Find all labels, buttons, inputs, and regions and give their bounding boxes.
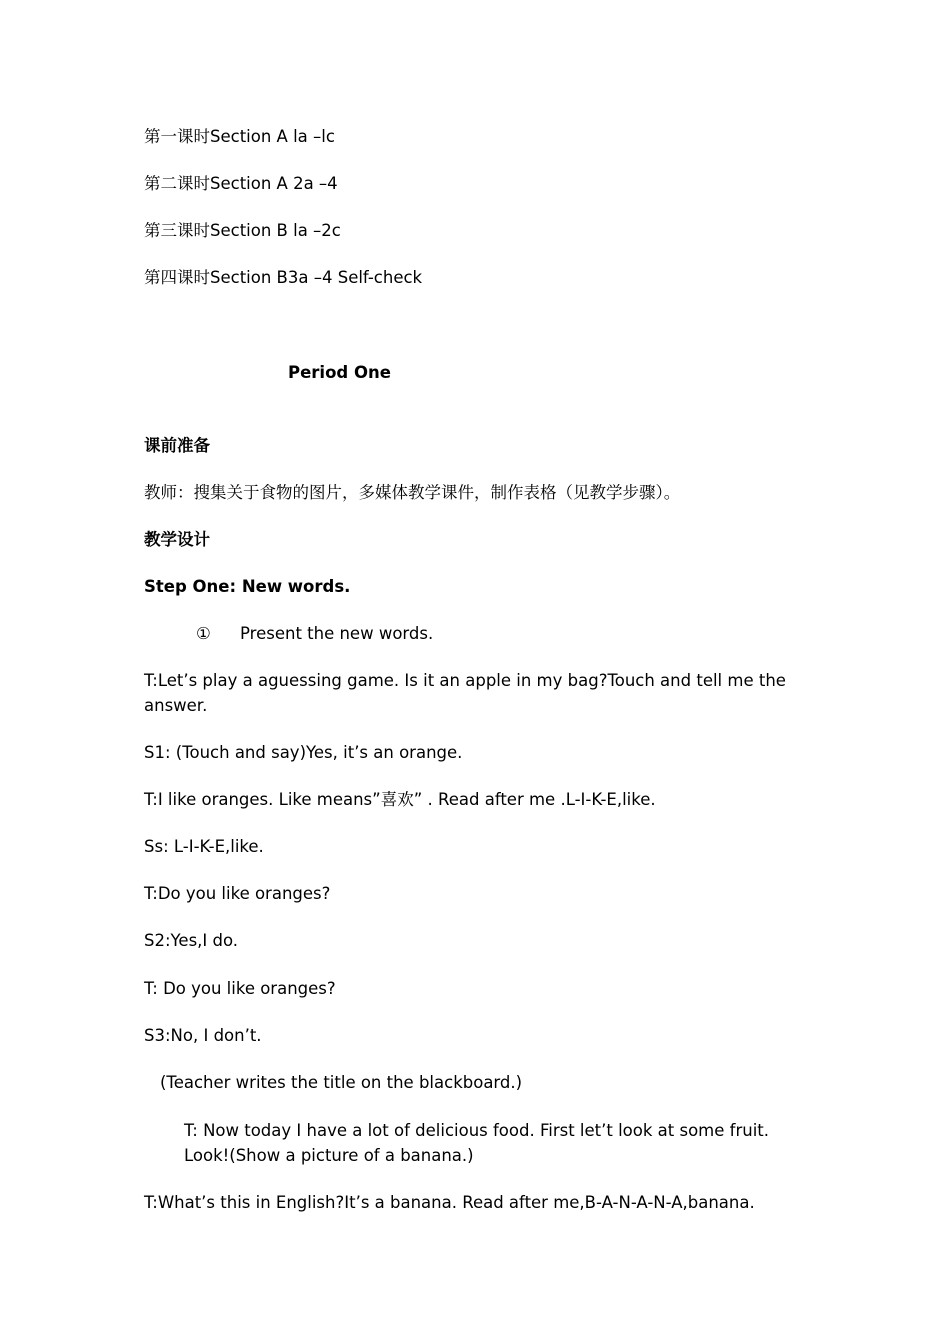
prep-text: 教师：搜集关于食物的图片，多媒体教学课件，制作表格（见教学步骤）。: [144, 483, 681, 502]
dialogue-line-9: (Teacher writes the title on the blackboard.): [160, 1073, 523, 1092]
schedule-line-1: [144, 124, 335, 149]
dialogue-line-7: T: Do you like oranges?: [144, 979, 336, 998]
step-one-heading: Step One: New words.: [144, 577, 351, 596]
period-title: Period One: [288, 363, 391, 382]
design-heading: 教学设计: [144, 530, 210, 549]
dialogue-text: T:I like oranges. Like means”: [144, 790, 381, 809]
schedule-section: Section A la –lc: [210, 127, 335, 146]
schedule-line-2: [144, 171, 338, 196]
schedule-section: Section B la –2c: [210, 221, 341, 240]
prep-heading: 课前准备: [144, 436, 210, 455]
dialogue-line-11: T:What’s this in English?It’s a banana. Read after me,B-A-N-A-N-A,banana.: [144, 1193, 755, 1212]
schedule-period-label: 第二课时: [144, 174, 210, 193]
dialogue-line-1: T:Let’s play a aguessing game. Is it an apple in my bag?Touch and tell me the answer.: [144, 671, 786, 715]
dialogue-line-5: T:Do you like oranges?: [144, 884, 331, 903]
schedule-line-4: [144, 265, 422, 290]
dialogue-line-3: [144, 787, 656, 812]
dialogue-line-4: Ss: L-I-K-E,like.: [144, 837, 264, 856]
dialogue-line-10: T: Now today I have a lot of delicious food. First let’t look at some fruit. Look!(Show a picture of a banana.): [184, 1121, 769, 1165]
schedule-period-label: 第三课时: [144, 221, 210, 240]
list-item-marker: ①: [196, 624, 211, 643]
schedule-line-3: [144, 218, 341, 243]
dialogue-line-8: S3:No, I don’t.: [144, 1026, 262, 1045]
schedule-period-label: 第一课时: [144, 127, 210, 146]
schedule-section: Section A 2a –4: [210, 174, 338, 193]
dialogue-line-2: S1: (Touch and say)Yes, it’s an orange.: [144, 743, 463, 762]
schedule-period-label: 第四课时: [144, 268, 210, 287]
dialogue-chinese-word: 喜欢: [380, 790, 414, 809]
dialogue-text: ” . Read after me .L-I-K-E,like.: [413, 790, 656, 809]
dialogue-line-6: S2:Yes,I do.: [144, 931, 239, 950]
schedule-section: Section B3a –4 Self-check: [210, 268, 423, 287]
list-item-text: Present the new words.: [240, 624, 434, 643]
